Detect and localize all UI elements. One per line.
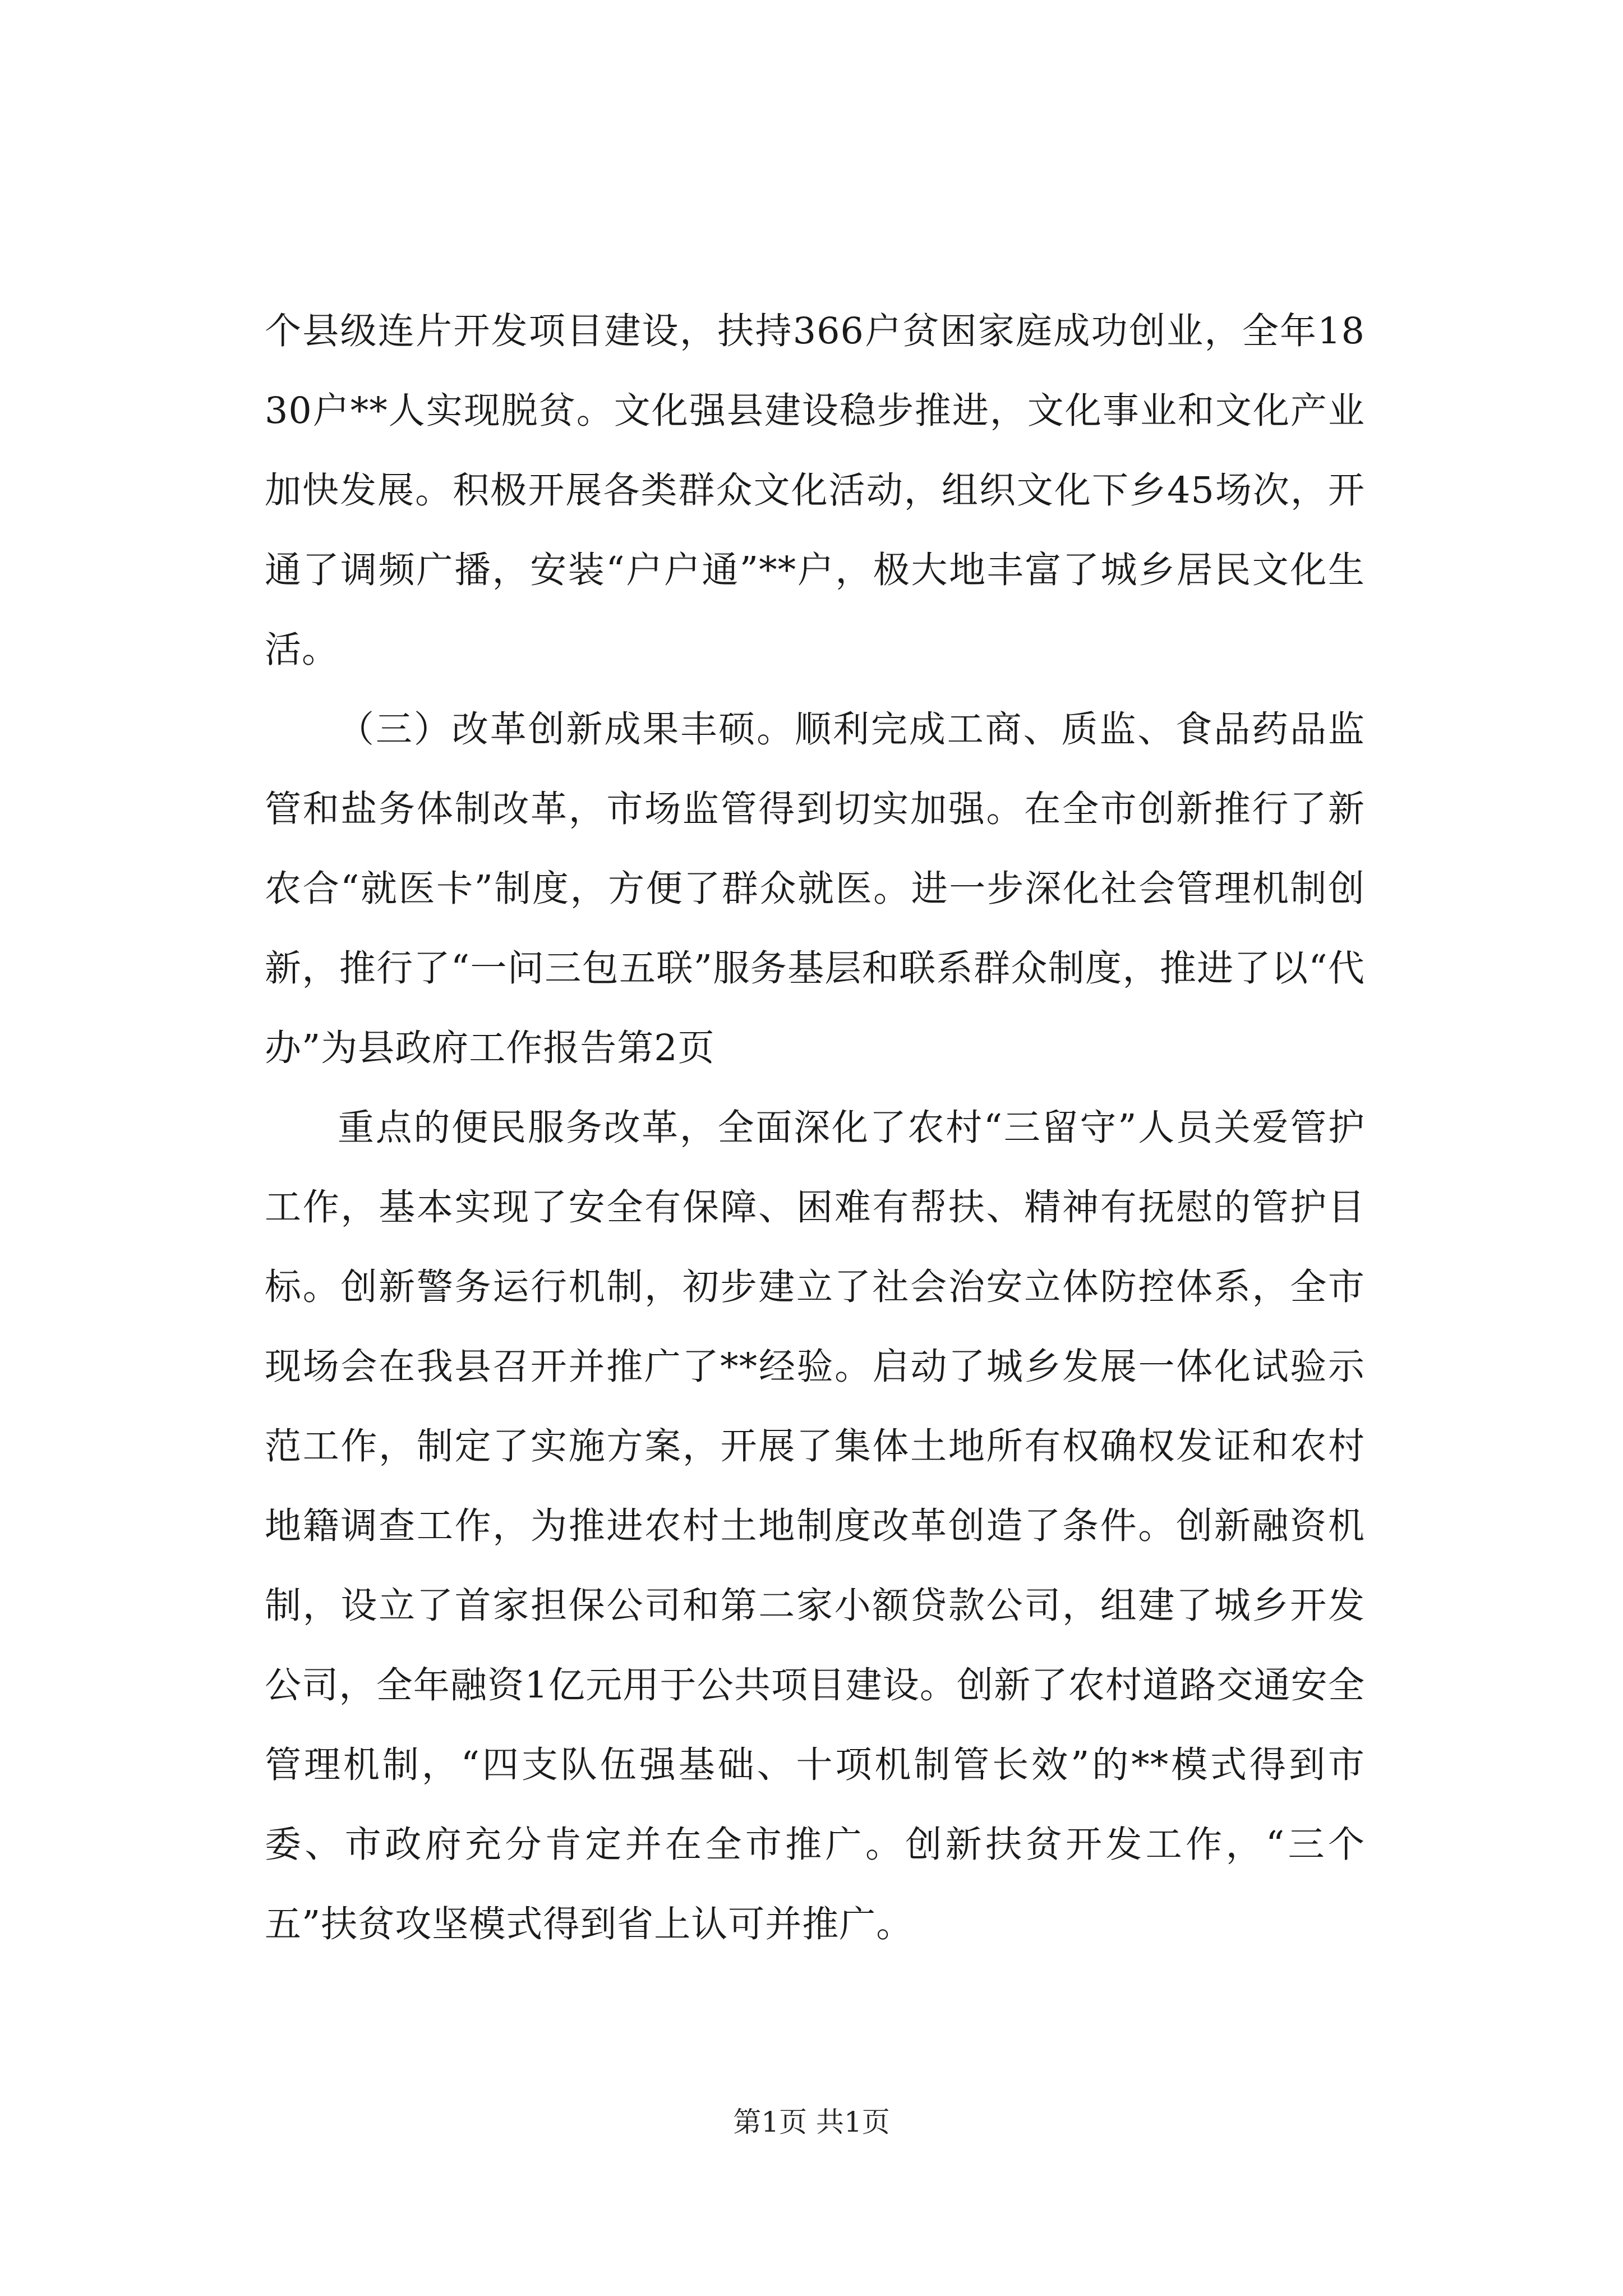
document-body [265, 292, 1365, 2059]
paragraph-service-reform: 重点的便民服务改革，全面深化了农村“三留守”人员关爱管护工作，基本实现了安全有保障、困难有帮扶、精神有抚慰的管护目标。创新警务运行机制，初步建立了社会治安立体防控体系，全市现场会在我县召开并推广了**经验。启动了城乡发展一体化试验示范工作，制定了实施方案，开展了集体土地所有权确权发证和农村地籍调查工作，为推进农村土地制度改革创造了条件。创新融资机制，设立了首家担保公司和第二家小额贷款公司，组建了城乡开发公司，全年融资1亿元用于公共项目建设。创新了农村道路交通安全管理机制，“四支队伍强基础、十项机制管长效”的**模式得到市委、市政府充分肯定并在全市推广。创新扶贫开发工作，“三个五”扶贫攻坚模式得到省上认可并推广。 [265, 1107, 1365, 1945]
paragraph-poverty-culture: 个县级连片开发项目建设，扶持366户贫困家庭成功创业，全年1830户**人实现脱贫。文化强县建设稳步推进，文化事业和文化产业加快发展。积极开展各类群众文化活动，组织文化下乡45场次，开通了调频广播，安装“户户通”**户，极大地丰富了城乡居民文化生活。 [265, 310, 1365, 671]
paragraph-reform-innovation: （三）改革创新成果丰硕。顺利完成工商、质监、食品药品监管和盐务体制改革，市场监管得到切实加强。在全市创新推行了新农合“就医卡”制度，方便了群众就医。进一步深化社会管理机制创新，推行了“一问三包五联”服务基层和联系群众制度，推进了以“代办”为县政府工作报告第2页 [265, 708, 1365, 1069]
page-footer: 第1页 共1页 [733, 2106, 890, 2138]
